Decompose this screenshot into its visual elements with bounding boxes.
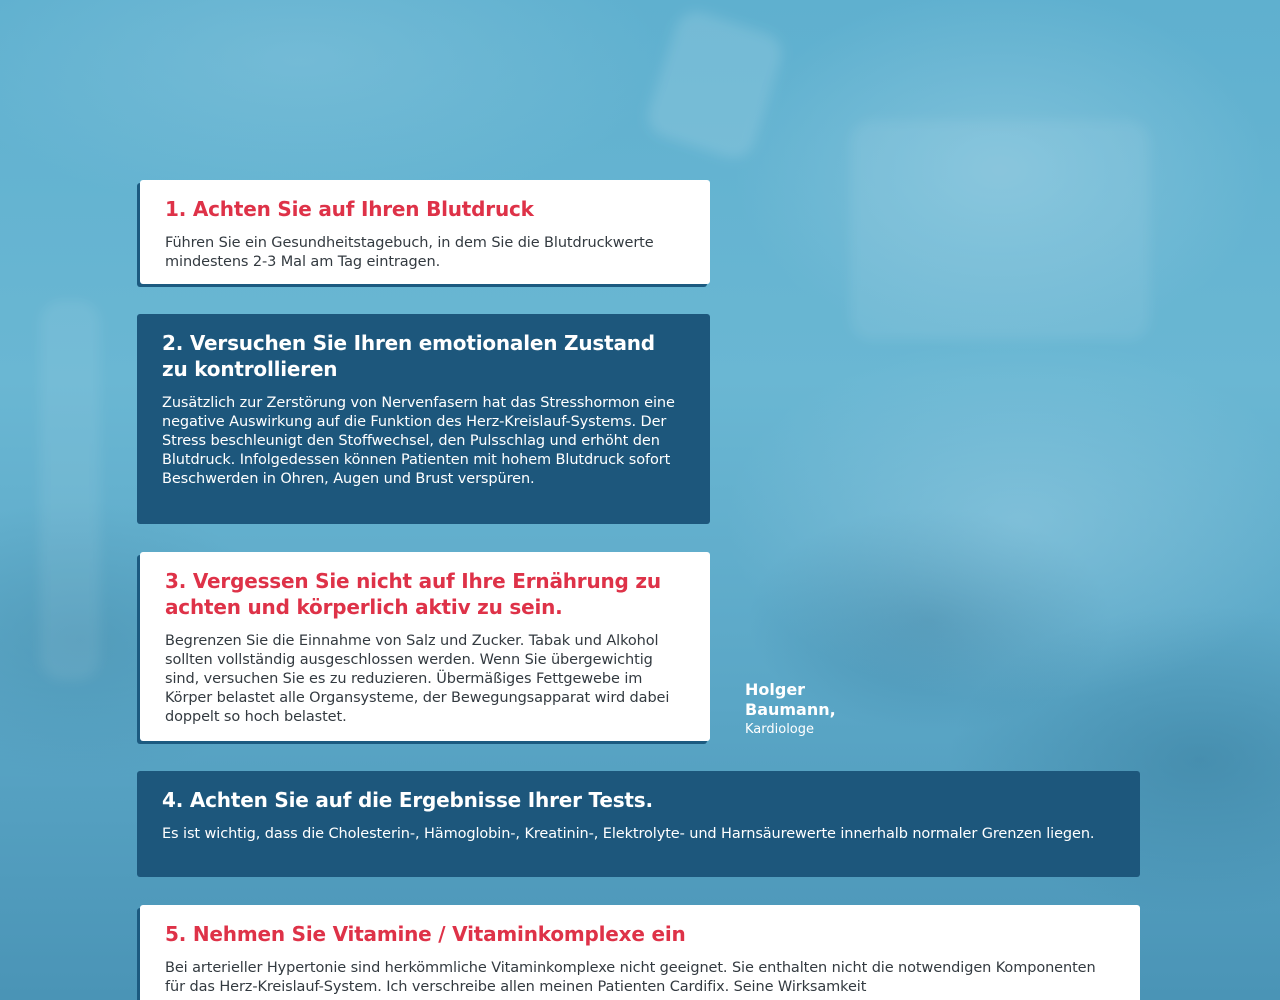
- tip-title: 2. Versuchen Sie Ihren emotionalen Zustand zu kontrollieren: [162, 331, 655, 381]
- tip-card-4: [137, 771, 1140, 877]
- tip-text: Führen Sie ein Gesundheitstagebuch, in dem Sie die Blutdruckwerte mindestens 2-3 Mal am Tag eintragen.: [165, 235, 654, 270]
- tip-text: Es ist wichtig, dass die Cholesterin-, Hämoglobin-, Kreatinin-, Elektrolyte- und Harnsäurewerte innerhalb normaler Grenzen liegen.: [162, 826, 1095, 842]
- tip-text: Bei arterieller Hypertonie sind herkömmliche Vitaminkomplexe nicht geeignet. Sie enthalten nicht die notwendigen Komponenten für das Herz-Kreislauf-System. Ich verschreibe allen meinen Patienten Cardifix. Seine Wirksamkeit: [165, 960, 1096, 995]
- tip-title: 3. Vergessen Sie nicht auf Ihre Ernährung zu achten und körperlich aktiv zu sein.: [165, 569, 661, 619]
- author-role: Kardiologe: [745, 722, 815, 737]
- background-blur-shape: [643, 6, 788, 164]
- tip-title: 1. Achten Sie auf Ihren Blutdruck: [165, 197, 534, 221]
- tip-text: Begrenzen Sie die Einnahme von Salz und Zucker. Tabak und Alkohol sollten vollständig ausgeschlossen werden. Wenn Sie übergewichtig sind, versuchen Sie es zu reduzieren. Übermäßiges Fettgewebe im Körper belastet alle Organsysteme, der Bewegungsapparat wird dabei doppelt so hoch belastet.: [165, 633, 670, 725]
- author-name: Holger Baumann,: [745, 680, 836, 719]
- background-blur-shape: [40, 300, 100, 680]
- tip-text: Zusätzlich zur Zerstörung von Nervenfasern hat das Stresshormon eine negative Auswirkung auf die Funktion des Herz-Kreislauf-Systems. Der Stress beschleunigt den Stoffwechsel, den Pulsschlag und erhöht den Blutdruck. Infolgedessen können Patienten mit hohem Blutdruck sofort Beschwerden in Ohren, Augen und Brust verspüren.: [162, 395, 675, 487]
- background-blur-shape: [850, 120, 1150, 340]
- tip-card-5: [140, 905, 1140, 1000]
- tip-title: 4. Achten Sie auf die Ergebnisse Ihrer Tests.: [162, 788, 653, 812]
- tip-card-3: [140, 552, 710, 741]
- tip-card-2: [137, 314, 710, 524]
- tip-card-1: [140, 180, 710, 284]
- tip-title: 5. Nehmen Sie Vitamine / Vitaminkomplexe ein: [165, 922, 686, 946]
- author-info: [745, 680, 895, 740]
